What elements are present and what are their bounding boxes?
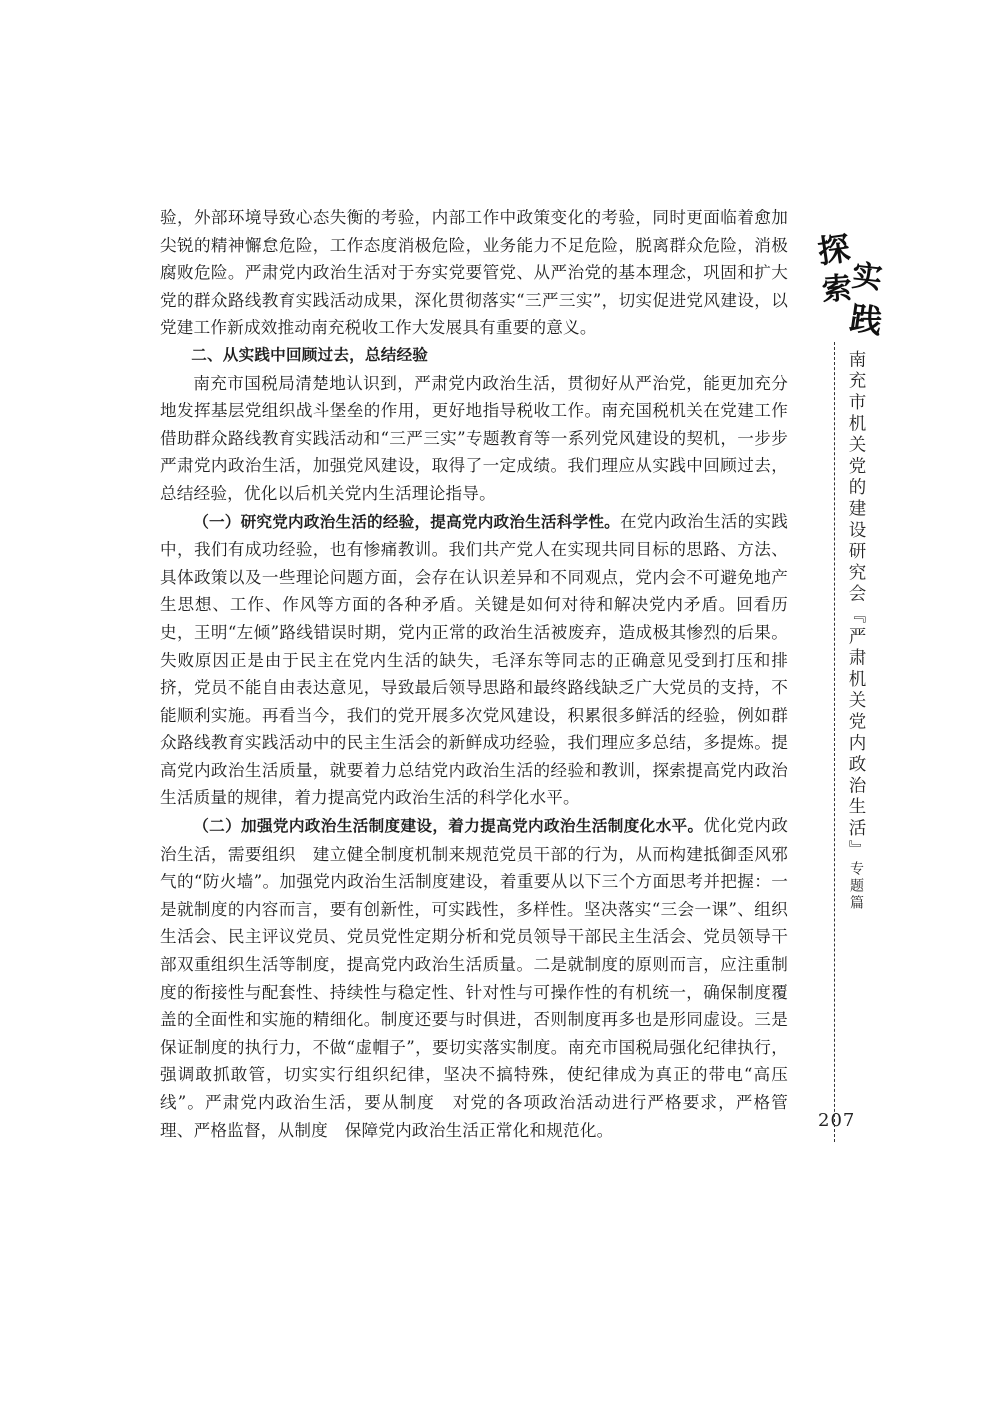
chapter-sidebar [804, 228, 885, 1152]
paragraph-4 [160, 812, 788, 1144]
running-title [844, 350, 869, 912]
brush-char-3: 索 [820, 270, 854, 309]
paragraph-3 [160, 508, 788, 813]
paragraph-3-text: 在党内政治生活的实践中，我们有成功经验，也有惨痛教训。我们共产党人在实现共同目标的思路、方法、具体政策以及一些理论问题方面，会存在认识差异和不同观点，党内会不可避免地产生思想、工作、作风等方面的各种矛盾。关键是如何对待和解决党内矛盾。回看历史，王明“左倾”路线错误时期，党内正常的政治生活被废弃，造成极其惨烈的后果。失败原因正是由于民主在党内生活的缺失，毛泽东等同志的正确意见受到打压和排挤，党员不能自由表达意见，导致最后领导思路和最终路线缺乏广大党员的支持，不能顺利实施。再看当今，我们的党开展多次党风建设，积累很多鲜活的经验，例如群众路线教育实践活动中的民主生活会的新鲜成功经验，我们理应多总结，多提炼。提高党内政治生活质量，就要着力总结党内政治生活的经验和教训，探索提高党内政治生活质量的规律，着力提高党内政治生活的科学化水平。 [160, 511, 788, 808]
subheading-2: （二）加强党内政治生活制度建设，着力提高党内政治生活制度化水平。 [193, 817, 704, 836]
running-title-suffix: 专题篇 [848, 861, 864, 913]
brush-calligraphy-title [814, 228, 885, 342]
paragraph-1: 验，外部环境导致心态失衡的考验，内部工作中政策变化的考验，同时更面临着愈加尖锐的精神懈怠危险，工作态度消极危险，业务能力不足危险，脱离群众危险，消极腐败危险。严肃党内政治生活对于夯实党要管党、从严治党的基本理念，巩固和扩大党的群众路线教育实践活动成果，深化贯彻落实“三严三实”，切实促进党风建设，以党建工作新成效推动南充税收工作大发展具有重要的意义。 [160, 208, 788, 338]
brush-char-1: 探 [815, 228, 853, 272]
subheading-1: （一）研究党内政治生活的经验，提高党内政治生活科学性。 [193, 512, 620, 531]
body-text [160, 204, 805, 1144]
brush-char-4: 践 [847, 298, 885, 342]
sidebar-divider [834, 342, 835, 1142]
page-number: 207 [818, 1110, 856, 1131]
section-heading: 二、从实践中回顾过去，总结经验 [191, 345, 429, 364]
brush-char-2: 实 [850, 258, 884, 297]
paragraph-4-text: 优化党内政治生活，需要组织 建立健全制度机制来规范党员干部的行为，从而构建抵御歪风邪气的“防火墙”。加强党内政治生活制度建设，着重要从以下三个方面思考并把握：一是就制度的内容而言，要有创新性，可实践性，多样性。坚决落实“三会一课”、组织生活会、民主评议党员、党员党性定期分析和党员领导干部民主生活会、党员领导干部双重组织生活等制度，提高党内政治生活质量。二是就制度的原则而言，应注重制度的衔接性与配套性、持续性与稳定性、针对性与可操作性的有机统一，确保制度覆盖的全面性和实施的精细化。制度还要与时俱进，否则制度再多也是形同虚设。三是保证制度的执行力，不做“虚帽子”，要切实落实制度。南充市国税局强化纪律执行，强调敢抓敢管，切实实行组织纪律，坚决不搞特殊，使纪律成为真正的带电“高压线”。严肃党内政治生活，要从制度 对党的各项政治活动进行严格要求，严格管理、严格监督，从制度 保障党内政治生活正常化和规范化。 [160, 816, 788, 1140]
running-title-main: 南充市机关党的建设研究会『严肃机关党内政治生活』 [846, 350, 866, 862]
paragraph-2: 南充市国税局清楚地认识到，严肃党内政治生活，贯彻好从严治党，能更加充分地发挥基层党组织战斗堡垒的作用，更好地指导税收工作。南充国税机关在党建工作 借助群众路线教育实践活动和“三严三实”专题教育等一系列党风建设的契机，一步步严肃党内政治生活，加强党风建设，取得了一定成绩。我们理应从实践中回顾过去，总结经验，优化以后机关党内生活理论指导。 [160, 373, 805, 503]
